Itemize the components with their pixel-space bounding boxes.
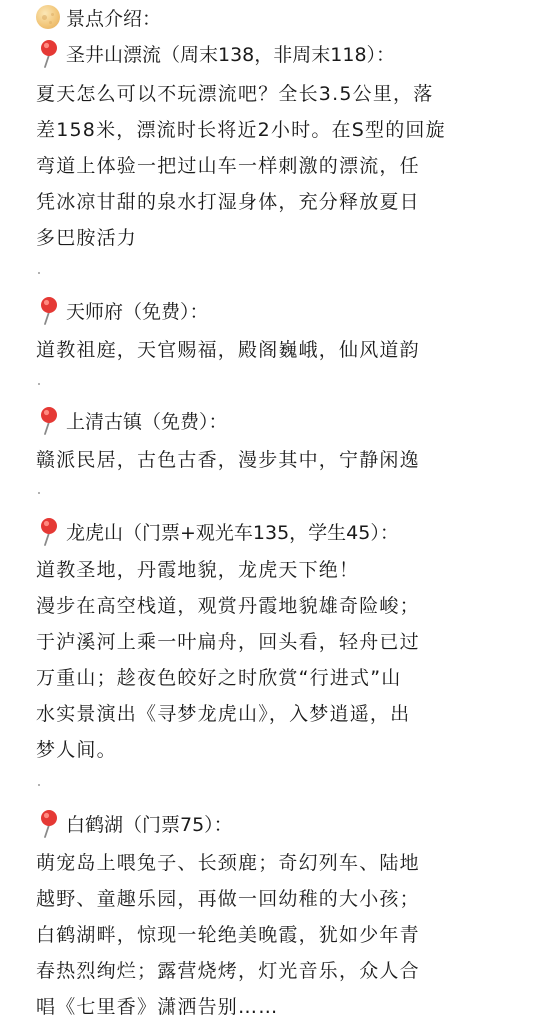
body-line: 弯道上体验一把过山车一样刺激的漂流，任 bbox=[36, 155, 420, 177]
body-line: 差158米，漂流时长将近2小时。在S型的回旋 bbox=[36, 119, 446, 141]
paragraph-separator bbox=[38, 784, 40, 786]
body-line: 夏天怎么可以不玩漂流吧？全长3.5公里，落 bbox=[36, 83, 434, 105]
location-pin-icon bbox=[36, 405, 62, 435]
section-title-tianshifu bbox=[36, 295, 209, 325]
section-title-text: 白鹤湖（门票75）： bbox=[66, 813, 233, 836]
header bbox=[36, 4, 161, 30]
body-line: 道教祖庭，天官赐福，殿阁巍峨，仙风道韵 bbox=[36, 339, 420, 361]
section-title-text: 圣井山漂流（周末138，非周末118）： bbox=[66, 43, 396, 66]
location-pin-icon bbox=[36, 516, 62, 546]
body-line: 凭冰凉甘甜的泉水打湿身体，充分释放夏日 bbox=[36, 191, 420, 213]
location-pin-icon bbox=[36, 808, 62, 838]
body-line: 漫步在高空栈道，观赏丹霞地貌雄奇险峻； bbox=[36, 595, 420, 617]
section-body-baihehu bbox=[36, 845, 510, 1025]
section-title-text: 上清古镇（免费）： bbox=[66, 410, 228, 433]
section-title-text: 龙虎山（门票+观光车135，学生45）： bbox=[66, 521, 399, 544]
header-title: 景点介绍： bbox=[66, 7, 162, 30]
body-line: 梦人间。 bbox=[36, 739, 117, 761]
body-line: 唱《七里香》潇洒告别…… bbox=[36, 996, 279, 1018]
section-body-longhushan bbox=[36, 552, 510, 768]
body-line: 于泸溪河上乘一叶扁舟，回头看，轻舟已过 bbox=[36, 631, 420, 653]
body-line: 春热烈绚烂；露营烧烤，灯光音乐，众人合 bbox=[36, 960, 420, 982]
section-body-shengjingshan bbox=[36, 76, 510, 256]
section-title-shangqing bbox=[36, 405, 228, 435]
section-title-baihehu bbox=[36, 808, 233, 838]
body-line: 水实景演出《寻梦龙虎山》，入梦逍遥，出 bbox=[36, 703, 411, 725]
section-body-shangqing bbox=[36, 442, 510, 478]
body-line: 越野、童趣乐园，再做一回幼稚的大小孩； bbox=[36, 888, 420, 910]
paragraph-separator bbox=[38, 383, 40, 385]
location-pin-icon bbox=[36, 295, 62, 325]
body-line: 赣派民居，古色古香，漫步其中，宁静闲逸 bbox=[36, 449, 420, 471]
section-title-longhushan bbox=[36, 516, 399, 546]
section-title-text: 天师府（免费）： bbox=[66, 300, 209, 323]
paragraph-separator bbox=[38, 272, 40, 274]
location-pin-icon bbox=[36, 38, 62, 68]
body-line: 万重山；趁夜色皎好之时欣赏“行进式”山 bbox=[36, 667, 402, 689]
body-line: 多巴胺活力 bbox=[36, 227, 138, 249]
body-line: 道教圣地，丹霞地貌，龙虎天下绝！ bbox=[36, 559, 360, 581]
full-moon-icon bbox=[36, 5, 60, 29]
paragraph-separator bbox=[38, 492, 40, 494]
section-title-shengjingshan bbox=[36, 38, 395, 68]
section-body-tianshifu bbox=[36, 332, 510, 368]
body-line: 萌宠岛上喂兔子、长颈鹿；奇幻列车、陆地 bbox=[36, 852, 420, 874]
body-line: 白鹤湖畔，惊现一轮绝美晚霞，犹如少年青 bbox=[36, 924, 420, 946]
